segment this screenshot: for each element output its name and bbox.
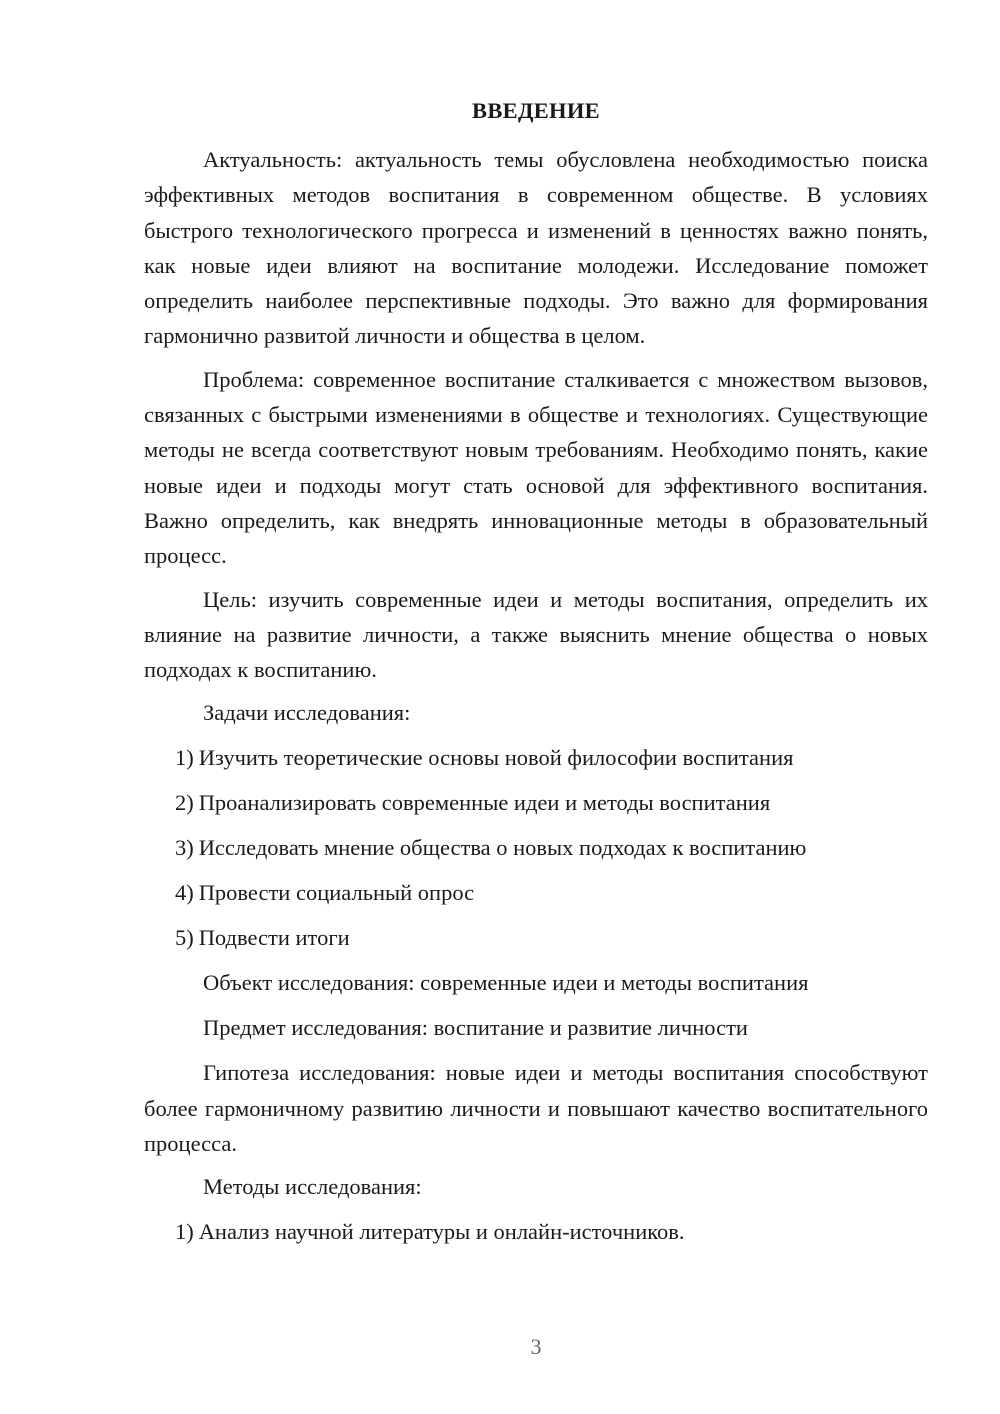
method-number: 1) [175, 1219, 194, 1245]
method-text: Анализ научной литературы и онлайн-источников. [198, 1219, 685, 1245]
task-number: 3) [175, 835, 194, 861]
task-number: 2) [175, 790, 194, 816]
task-list-item [175, 740, 928, 775]
methods-heading: Методы исследования: [203, 1174, 422, 1200]
object-line: Объект исследования: современные идеи и методы воспитания [203, 970, 809, 996]
task-number: 5) [175, 925, 194, 951]
tasks-heading: Задачи исследования: [203, 700, 411, 726]
task-list-item [175, 785, 928, 820]
document-body [144, 142, 928, 1259]
task-list-item [175, 830, 928, 865]
subject-line: Предмет исследования: воспитание и развитие личности [203, 1015, 748, 1041]
method-list-item [175, 1214, 928, 1249]
task-text: Исследовать мнение общества о новых подходах к воспитанию [198, 835, 807, 861]
task-text: Провести социальный опрос [198, 880, 475, 906]
task-text: Изучить теоретические основы новой философии воспитания [198, 745, 794, 771]
page-number: 3 [530, 1334, 542, 1359]
task-text: Проанализировать современные идеи и методы воспитания [198, 790, 771, 816]
section-heading: ВВЕДЕНИЕ [472, 98, 600, 123]
task-list-item [175, 920, 928, 955]
problem-paragraph: Проблема: современное воспитание сталкивается с множеством вызовов, связанных с быстрыми изменениями в обществе и технологиях. Существующие методы не всегда соответствуют новым требованиям. Необходимо понять, какие новые идеи и подходы могут стать основой для эффективного воспитания. Важно определить, как внедрять инновационные методы в образовательный процесс. [144, 366, 928, 569]
task-number: 1) [175, 745, 194, 771]
task-list-item [175, 875, 928, 910]
relevance-paragraph: Актуальность: актуальность темы обусловлена необходимостью поиска эффективных методов воспитания в современном обществе. В условиях быстрого технологического прогресса и изменений в ценностях важно понять, как новые идеи влияют на воспитание молодежи. Исследование поможет определить наиболее перспективные подходы. Это важно для формирования гармонично развитой личности и общества в целом. [144, 147, 928, 349]
task-text: Подвести итоги [198, 925, 350, 951]
task-number: 4) [175, 880, 194, 906]
hypothesis-paragraph: Гипотеза исследования: новые идеи и методы воспитания способствуют более гармоничному развитию личности и повышают качество воспитательного процесса. [144, 1060, 928, 1156]
goal-paragraph: Цель: изучить современные идеи и методы воспитания, определить их влияние на развитие личности, а также выяснить мнение общества о новых подходах к воспитанию. [144, 586, 928, 683]
